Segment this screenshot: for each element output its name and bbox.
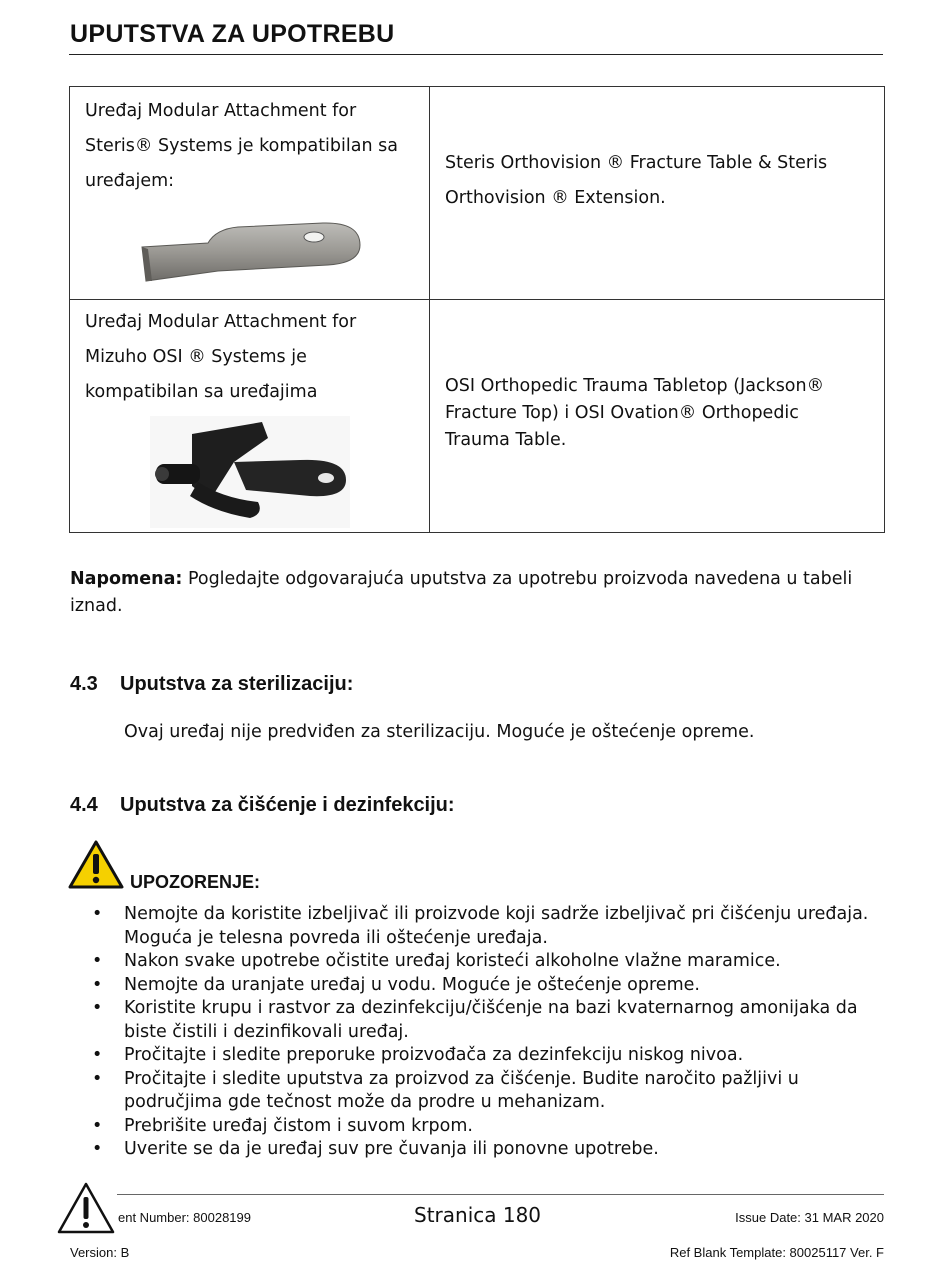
page-title: UPUTSTVA ZA UPOTREBU (70, 20, 395, 48)
steris-attachment-photo (138, 219, 368, 291)
table-cell-compatible (430, 300, 885, 533)
bullet-icon: • (92, 974, 103, 995)
text-line: Fracture Top) i OSI Ovation® Orthopedic (445, 403, 799, 423)
header-divider (69, 54, 883, 55)
text-line: OSI Orthopedic Trauma Tabletop (Jackson® (445, 376, 825, 396)
table-row (70, 300, 885, 533)
bullet-icon: • (92, 904, 103, 924)
compatibility-table (69, 86, 885, 533)
list-item: • Uverite se da je uređaj suv pre čuvanja ili ponovne upotrebe. (70, 1138, 870, 1162)
text-line: Mizuho OSI ® Systems je (85, 347, 307, 367)
issue-date: Issue Date: 31 MAR 2020 (735, 1210, 884, 1225)
table-cell-device (70, 300, 430, 533)
text-line: Steris® Systems je kompatibilan sa (85, 136, 398, 156)
table-cell-device (70, 87, 430, 300)
version: Version: B (70, 1245, 130, 1260)
list-item: • Prebrišite uređaj čistom i suvom krpom. (70, 1115, 870, 1139)
list-item: • Pročitajte i sledite preporuke proizvođača za dezinfekciju niskog nivoa. (70, 1044, 870, 1068)
bullet-icon: • (92, 1068, 103, 1089)
bullet-icon: • (92, 1045, 103, 1065)
document-number: ent Number: 80028199 (118, 1210, 251, 1225)
bullet-icon: • (92, 998, 103, 1018)
list-item: • Nakon svake upotrebe očistite uređaj koristeći alkoholne vlažne maramice. (70, 950, 870, 974)
bullet-icon: • (92, 1139, 103, 1159)
footer-divider (117, 1194, 884, 1195)
caution-outline-triangle-icon (56, 1181, 116, 1235)
list-item: • Koristite krupu i rastvor za dezinfekciju/čišćenje na bazi kvaternarnog amonijaka da biste čistili i dezinfikovali uređaj. (92, 998, 858, 1042)
text-line: Uređaj Modular Attachment for (85, 101, 357, 121)
warning-triangle-icon (68, 840, 124, 890)
text-line: Orthovision ® Extension. (445, 188, 666, 208)
section-title: Uputstva za sterilizaciju: (120, 673, 354, 695)
note-text: Pogledajte odgovarajuća uputstva za upotrebu proizvoda navedena u tabeli iznad. (70, 569, 853, 616)
list-item: • Pročitajte i sledite uputstva za proizvod za čišćenje. Budite naročito pažljivi u područjima gde tečnost može da prodre u mehanizam. (92, 1068, 799, 1112)
section-number: 4.4 (70, 794, 98, 816)
sterilization-text: Ovaj uređaj nije predviđen za sterilizaciju. Moguće je oštećenje opreme. (124, 722, 755, 742)
note-label: Napomena: (70, 569, 183, 589)
warning-label: UPOZORENJE: (130, 872, 261, 892)
section-number: 4.3 (70, 673, 98, 695)
list-item: • Nemojte da koristite izbeljivač ili proizvode koji sadrže izbeljivač pri čišćenju uređaja. Moguća je telesna povreda ili oštećenje uređaja. (92, 904, 869, 948)
section-heading-4-4 (70, 794, 455, 817)
text-line: Uređaj Modular Attachment for (85, 312, 357, 332)
bullet-icon: • (92, 1115, 103, 1136)
warning-list (70, 903, 870, 1162)
section-heading-4-3 (70, 673, 353, 696)
table-cell-compatible (430, 87, 885, 300)
compatible-tables (445, 373, 824, 454)
compatible-tables (445, 146, 827, 216)
device-description (85, 305, 356, 410)
template-reference: Ref Blank Template: 80025117 Ver. F (669, 1245, 884, 1260)
section-title: Uputstva za čišćenje i dezinfekciju: (120, 794, 455, 816)
page-number: Stranica 180 (414, 1203, 542, 1227)
osi-attachment-photo (150, 416, 350, 528)
note-paragraph (70, 566, 880, 620)
table-row (70, 87, 885, 300)
list-item: • Nemojte da uranjate uređaj u vodu. Moguće je oštećenje opreme. (70, 974, 870, 998)
text-line: Steris Orthovision ® Fracture Table & Steris (445, 153, 828, 173)
device-description (85, 94, 398, 199)
text-line: Trauma Table. (445, 430, 567, 450)
text-line: uređajem: (85, 171, 175, 191)
bullet-icon: • (92, 951, 103, 971)
text-line: kompatibilan sa uređajima (85, 382, 318, 402)
